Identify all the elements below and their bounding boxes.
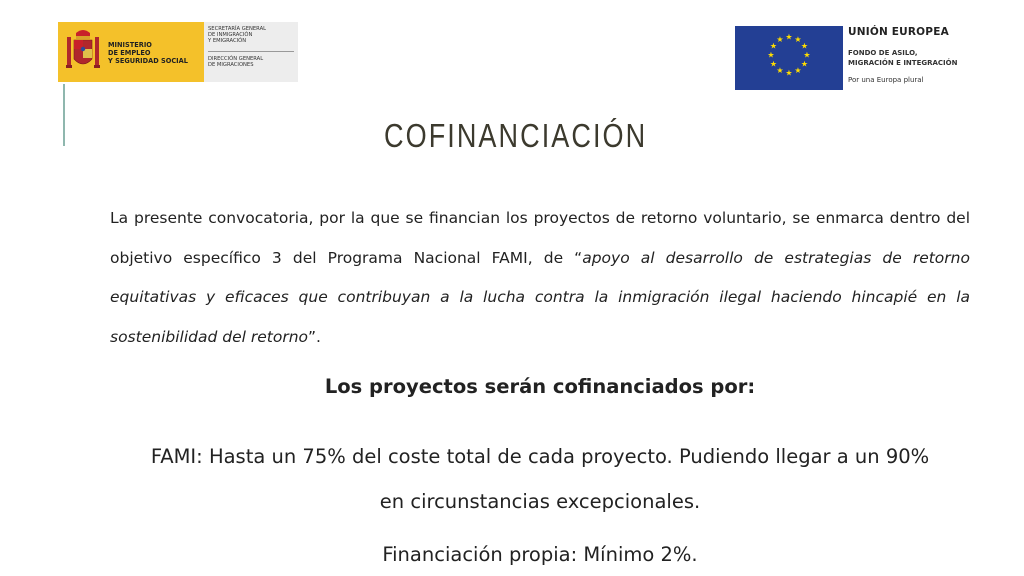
- eu-title: UNIÓN EUROPEA: [848, 26, 949, 38]
- body-paragraph: [110, 199, 970, 357]
- paragraph-outro: ”.: [308, 327, 321, 346]
- paragraph-intro: La presente convocatoria, por la que se financian los proyectos de retorno voluntario, se enmarca dentro del objetivo específico 3 del Programa Nacional FAMI, de “: [110, 209, 970, 267]
- fami-line: FAMI: Hasta un 75% del coste total de cada proyecto. Pudiendo llegar a un 90%: [150, 445, 930, 468]
- direccion-line: DE MIGRACIONES: [208, 62, 254, 69]
- ministry-logo: [58, 22, 298, 82]
- secretaria-name: [208, 26, 296, 45]
- cofinancing-subheading: Los proyectos serán cofinanciados por:: [324, 375, 756, 398]
- eu-fund-name: [848, 48, 1008, 68]
- direccion-line: DIRECCIÓN GENERAL: [208, 56, 264, 62]
- secretaria-panel: [204, 22, 298, 82]
- eu-fund-line: MIGRACIÓN E INTEGRACIÓN: [848, 59, 958, 67]
- svg-text:★: ★: [785, 68, 793, 78]
- ministry-name: [108, 41, 202, 65]
- own-funding: Financiación propia: Mínimo 2%.: [382, 543, 698, 566]
- fami-funding: [110, 434, 970, 524]
- accent-line: [63, 84, 65, 146]
- ministry-name-line: DE EMPLEO: [108, 49, 151, 57]
- secretaria-line: Y EMIGRACIÓN: [208, 38, 247, 45]
- eu-stars-icon: [735, 26, 843, 90]
- eu-motto: Por una Europa plural: [848, 76, 924, 84]
- direccion-name: [208, 56, 296, 68]
- svg-text:★: ★: [776, 35, 784, 44]
- spain-coat-of-arms-icon: [64, 27, 102, 77]
- svg-text:★: ★: [794, 35, 802, 44]
- ministry-name-line: MINISTERIO: [108, 41, 152, 49]
- svg-text:★: ★: [776, 66, 784, 75]
- eu-fund-line: FONDO DE ASILO,: [848, 49, 918, 57]
- fami-line: en circunstancias excepcionales.: [379, 490, 701, 513]
- svg-text:★: ★: [794, 66, 802, 75]
- eu-flag-icon: [735, 26, 843, 90]
- eu-logo-text: [848, 26, 1008, 84]
- secretaria-line: SECRETARÍA GENERAL: [208, 26, 267, 32]
- svg-text:★: ★: [769, 41, 778, 51]
- slide-title: COFINANCIACIÓN: [384, 117, 648, 154]
- svg-text:★: ★: [767, 50, 775, 60]
- ministry-logo-panel: [58, 22, 204, 82]
- paragraph-quote: apoyo al desarrollo de estrategias de retorno equitativas y eficaces que contribuyan a la lucha contra la inmigración ilegal haciendo hincapié en la sostenibilidad del retorno: [110, 248, 970, 346]
- ministry-name-line: Y SEGURIDAD SOCIAL: [108, 57, 188, 65]
- svg-text:★: ★: [803, 50, 811, 60]
- svg-text:★: ★: [800, 41, 809, 51]
- secretaria-line: DE INMIGRACIÓN: [208, 32, 253, 39]
- logo-divider: [208, 51, 294, 52]
- svg-text:★: ★: [785, 32, 793, 42]
- svg-text:★: ★: [800, 59, 809, 69]
- svg-text:★: ★: [769, 59, 778, 69]
